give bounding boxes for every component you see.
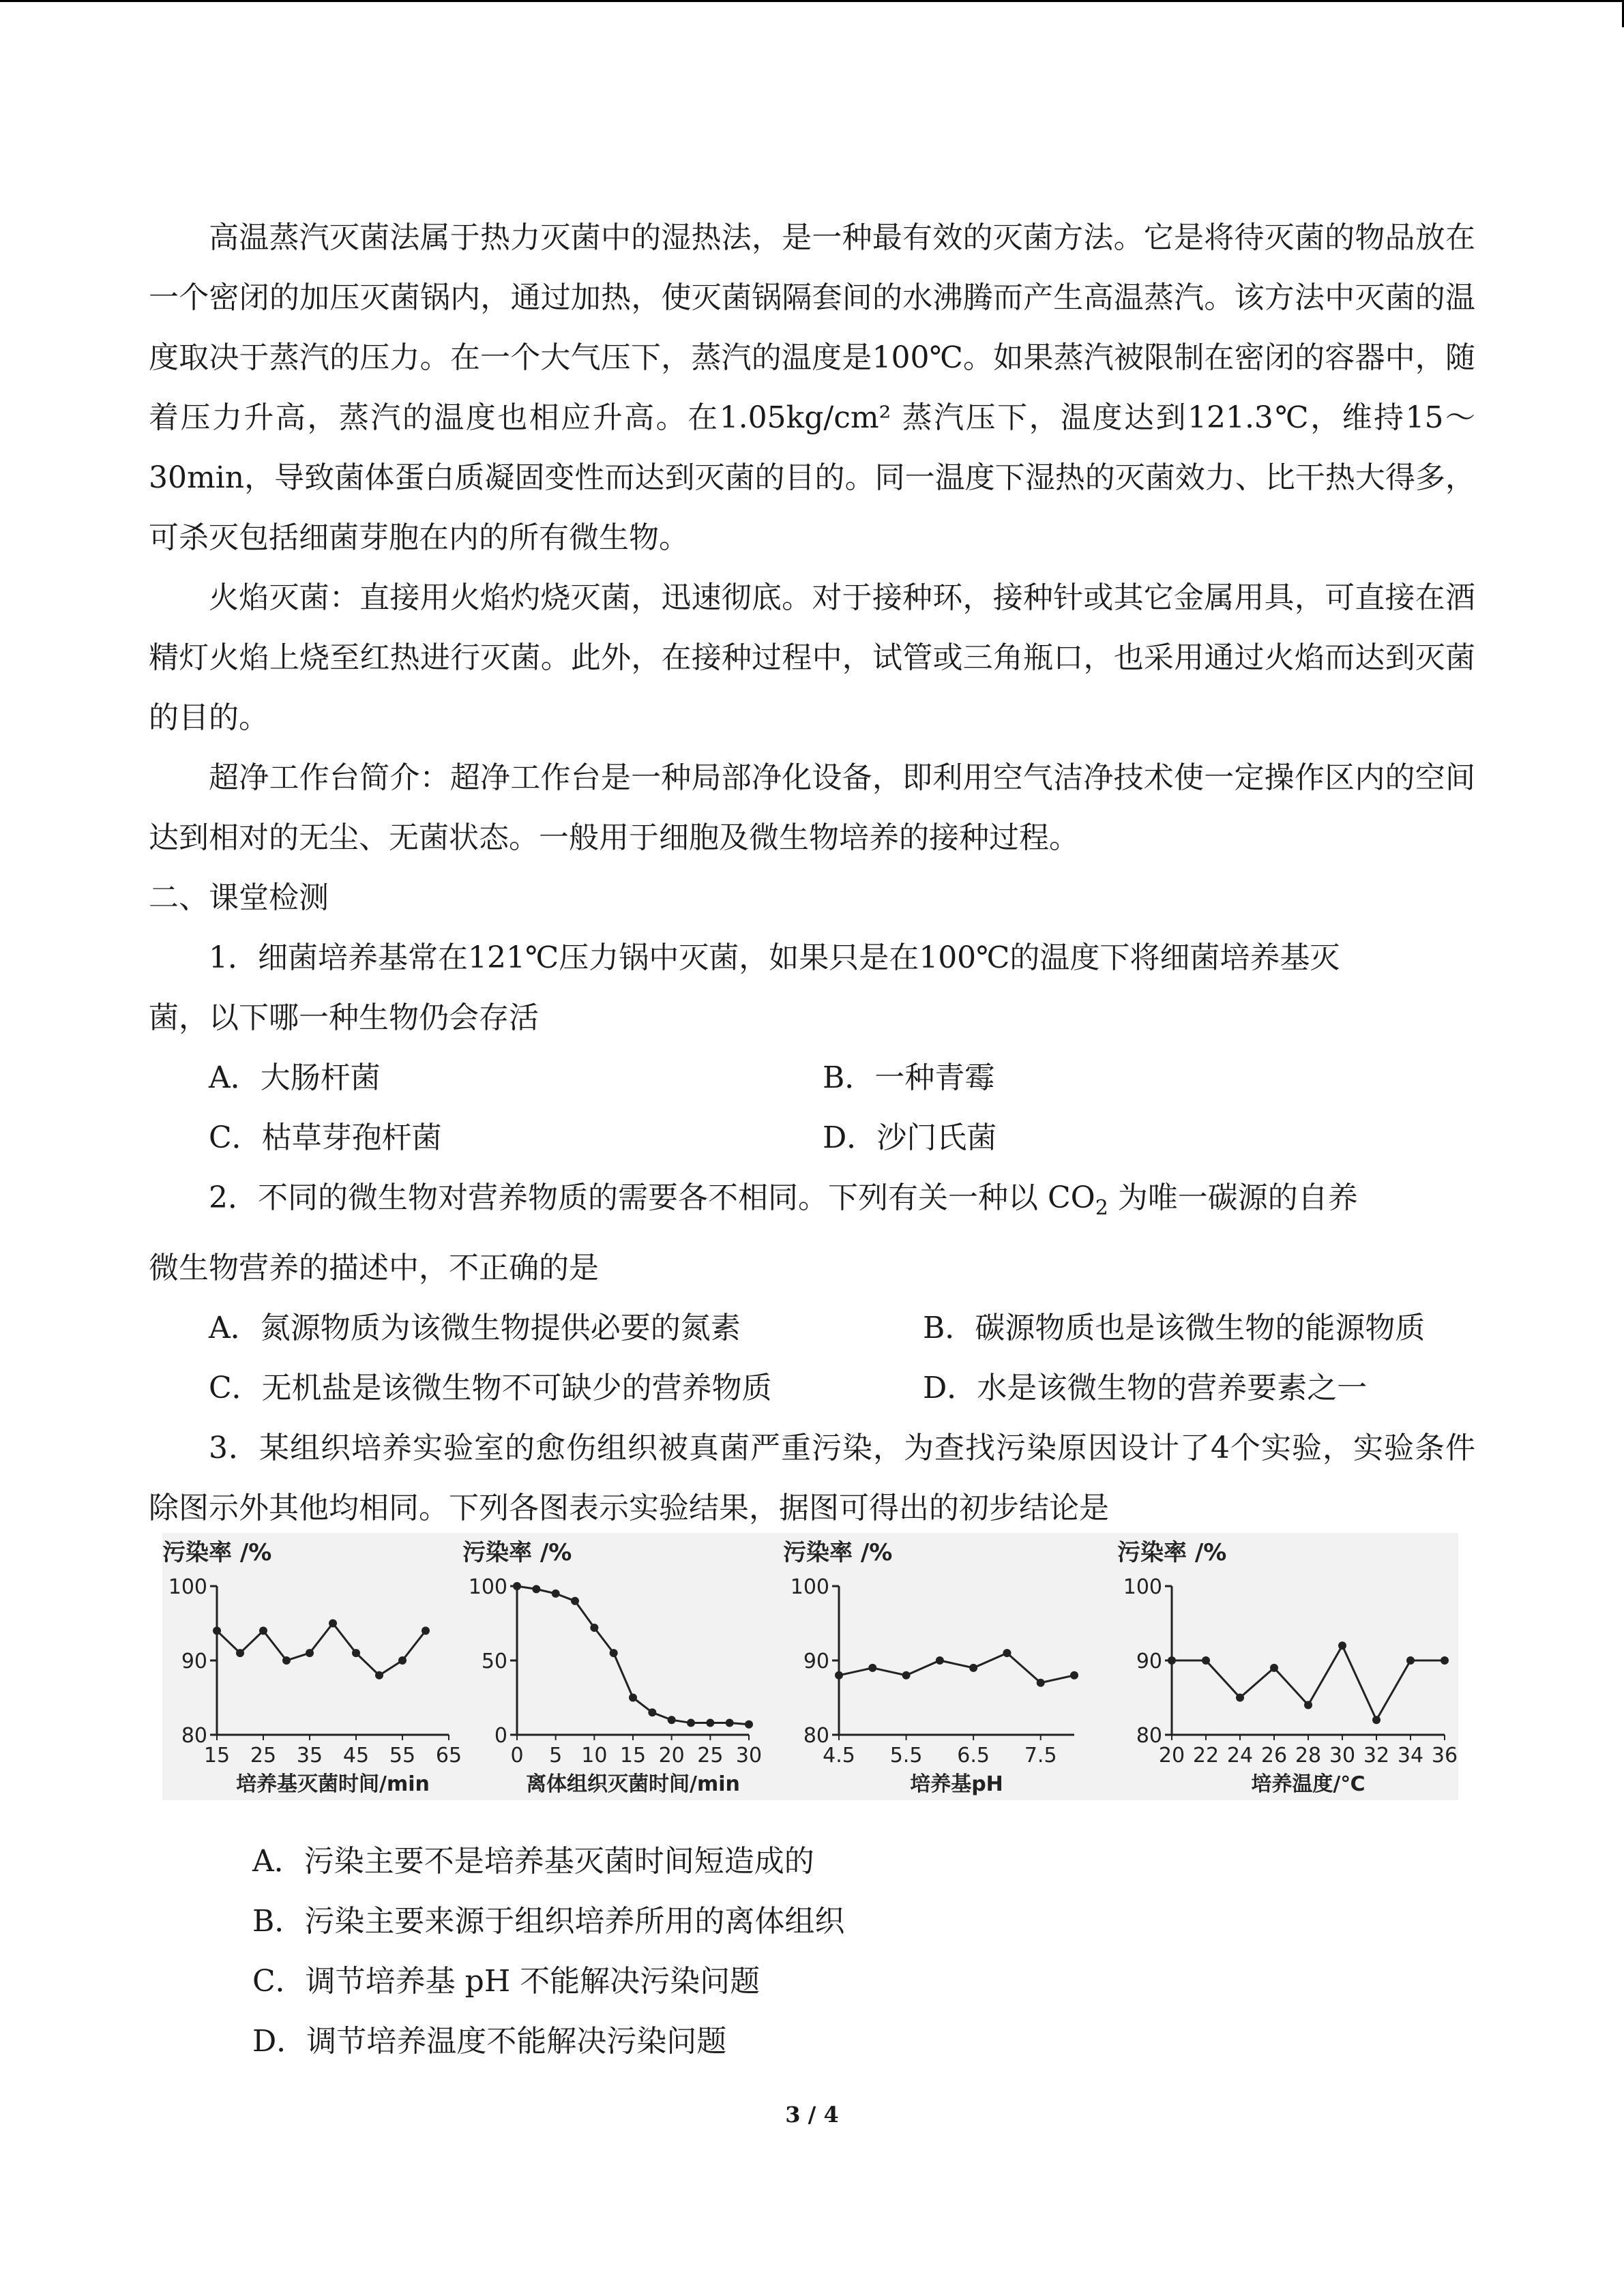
y-tick-label: 90 [803,1650,829,1673]
x-tick-label: 55 [389,1744,416,1768]
data-point [236,1649,244,1657]
q2-stem-part2: 为唯一碳源的自养 [1108,1180,1358,1215]
data-point [513,1582,521,1590]
data-point [936,1656,944,1665]
q3-option-a[interactable]: A．污染主要不是培养基灭菌时间短造成的 [252,1844,814,1879]
q1-option-d[interactable]: D．沙门氏菌 [823,1120,997,1155]
data-point [1037,1679,1045,1687]
data-point [1372,1716,1381,1724]
data-point [1202,1656,1210,1665]
x-tick-label: 0 [510,1744,524,1768]
chart-culture-temperature [1117,1533,1458,1800]
y-tick-label: 100 [168,1575,207,1599]
q2-option-a[interactable]: A．氮源物质为该微生物提供必要的氮素 [209,1310,741,1345]
x-tick-label: 65 [435,1744,462,1768]
chart-y-label: 污染率 /% [1117,1539,1227,1566]
x-tick-label: 10 [581,1744,608,1768]
data-point [902,1671,911,1680]
q3-options [252,1832,844,2072]
x-tick-label: 28 [1295,1744,1322,1768]
y-tick-label: 0 [494,1724,507,1748]
data-point [1070,1671,1078,1680]
y-tick-label: 100 [468,1575,507,1599]
data-point [745,1720,753,1729]
y-tick-label: 100 [790,1575,829,1599]
question-2 [149,1168,1475,1418]
y-tick-label: 80 [181,1724,207,1748]
q3-option-c[interactable]: C．调节培养基 pH 不能解决污染问题 [252,1964,761,1999]
data-point [590,1624,598,1632]
x-tick-label: 35 [296,1744,323,1768]
data-point [1270,1664,1278,1672]
chart-x-label: 培养温度/℃ [1251,1772,1365,1796]
data-point [668,1716,676,1724]
x-tick-label: 15 [203,1744,231,1768]
data-point [422,1626,430,1635]
data-point [213,1626,221,1635]
data-point [552,1590,560,1598]
data-point [259,1626,267,1635]
paragraph-flame-sterilization: 火焰灭菌：直接用火焰灼烧灭菌，迅速彻底。对于接种环，接种针或其它金属用具，可直接在酒精灯火焰上烧至红热进行灭菌。此外，在接种过程中，试管或三角瓶口，也采用通过火焰而达到灭菌的目的。 [149,580,1475,735]
x-tick-label: 6.5 [957,1744,990,1768]
data-point [1236,1694,1244,1702]
q3-option-b[interactable]: B．污染主要来源于组织培养所用的离体组织 [252,1904,845,1939]
data-point [375,1671,383,1680]
y-tick-label: 80 [803,1724,829,1748]
data-point [398,1656,407,1665]
x-tick-label: 36 [1431,1744,1458,1768]
question-1 [149,928,1475,1168]
data-point [868,1664,876,1672]
x-tick-label: 25 [697,1744,724,1768]
data-point [329,1620,337,1628]
data-point [1304,1701,1312,1709]
data-point [706,1719,714,1727]
x-tick-label: 32 [1363,1744,1390,1768]
paragraph-clean-bench: 超净工作台简介：超净工作台是一种局部净化设备，即利用空气洁净技术使一定操作区内的空间达到相对的无尘、无菌状态。一般用于细胞及微生物培养的接种过程。 [149,760,1475,855]
data-point [1441,1656,1449,1665]
data-point [1338,1641,1346,1650]
y-tick-label: 90 [1136,1650,1162,1673]
document-body [149,208,1475,1538]
q2-stem-part1: 2．不同的微生物对营养物质的需要各不相同。下列有关一种以 CO [209,1180,1095,1215]
page-number: 3 / 4 [785,2102,839,2128]
data-point [282,1656,291,1665]
x-tick-label: 22 [1192,1744,1220,1768]
q1-stem-line2: 菌，以下哪一种生物仍会存活 [149,1000,539,1035]
data-point [532,1585,540,1593]
q3-stem: 3．某组织培养实验室的愈伤组织被真菌严重污染，为查找污染原因设计了4个实验，实验条件除图示外其他均相同。下列各图表示实验结果，据图可得出的初步结论是 [149,1430,1475,1525]
data-point [610,1649,618,1657]
chart-medium-sterilization-time [162,1533,476,1800]
q2-option-d[interactable]: D．水是该微生物的营养要素之一 [923,1370,1368,1405]
chart-y-label: 污染率 /% [783,1539,893,1566]
top-rule [0,0,1624,2]
data-point [1406,1656,1415,1665]
x-tick-label: 5.5 [889,1744,923,1768]
section-heading: 二、课堂检测 [149,880,329,915]
x-tick-label: 20 [658,1744,685,1768]
q1-option-b[interactable]: B．一种青霉 [823,1060,995,1095]
data-point [726,1719,734,1727]
data-point [629,1694,637,1702]
q2-option-b[interactable]: B．碳源物质也是该微生物的能源物质 [923,1310,1426,1345]
x-tick-label: 20 [1158,1744,1185,1768]
chart-x-label: 培养基pH [910,1772,1003,1796]
chart-medium-ph [783,1533,1104,1800]
x-tick-label: 30 [735,1744,763,1768]
x-tick-label: 4.5 [823,1744,855,1768]
data-point [306,1649,314,1657]
q2-option-c[interactable]: C．无机盐是该微生物不可缺少的营养物质 [209,1370,772,1405]
y-tick-label: 90 [181,1650,207,1673]
data-point [352,1649,360,1657]
data-point [687,1719,695,1727]
x-tick-label: 25 [250,1744,277,1768]
q1-option-c[interactable]: C．枯草芽孢杆菌 [209,1120,442,1155]
x-tick-label: 26 [1260,1744,1288,1768]
data-point [1168,1656,1176,1665]
chart-y-label: 污染率 /% [462,1539,572,1566]
chart-tissue-sterilization-time [462,1533,776,1800]
x-tick-label: 24 [1226,1744,1254,1768]
chart-x-label: 培养基灭菌时间/min [236,1772,430,1796]
y-tick-label: 100 [1123,1575,1162,1599]
chart-x-label: 离体组织灭菌时间/min [526,1772,740,1796]
data-point [969,1664,977,1672]
q2-stem-line1 [149,1168,1475,1238]
chart-y-label: 污染率 /% [162,1539,272,1566]
data-line [517,1586,749,1725]
data-line [217,1624,426,1675]
q1-stem-line1: 1．细菌培养基常在121℃压力锅中灭菌，如果只是在100℃的温度下将细菌培养基灭 [209,940,1340,975]
data-point [571,1597,579,1605]
question-3 [149,1418,1475,1538]
q2-stem-line2: 微生物营养的描述中，不正确的是 [149,1250,599,1285]
x-tick-label: 15 [619,1744,647,1768]
x-tick-label: 45 [342,1744,370,1768]
y-tick-label: 50 [481,1650,507,1673]
q3-option-d[interactable]: D．调节培养温度不能解决污染问题 [252,2024,727,2059]
paragraph-steam-sterilization: 高温蒸汽灭菌法属于热力灭菌中的湿热法，是一种最有效的灭菌方法。它是将待灭菌的物品放在一个密闭的加压灭菌锅内，通过加热，使灭菌锅隔套间的水沸腾而产生高温蒸汽。该方法中灭菌的温度取决于蒸汽的压力。在一个大气压下，蒸汽的温度是100℃。如果蒸汽被限制在密闭的容器中，随着压力升高，蒸汽的温度也相应升高。在1.05kg/cm² 蒸汽压下，温度达到121.3℃，维持15～30min，导致菌体蛋白质凝固变性而达到灭菌的目的。同一温度下湿热的灭菌效力、比干热大得多，可杀灭包括细菌芽胞在内的所有微生物。 [149,220,1475,555]
experiment-charts [162,1533,1458,1800]
q2-stem-subscript: 2 [1095,1195,1108,1220]
x-tick-label: 34 [1397,1744,1424,1768]
data-point [1003,1649,1011,1657]
q1-option-a[interactable]: A．大肠杆菌 [209,1060,381,1095]
x-tick-label: 7.5 [1024,1744,1057,1768]
data-point [648,1708,656,1716]
x-tick-label: 5 [549,1744,563,1768]
y-tick-label: 80 [1136,1724,1162,1748]
data-point [835,1671,843,1680]
x-tick-label: 30 [1329,1744,1356,1768]
